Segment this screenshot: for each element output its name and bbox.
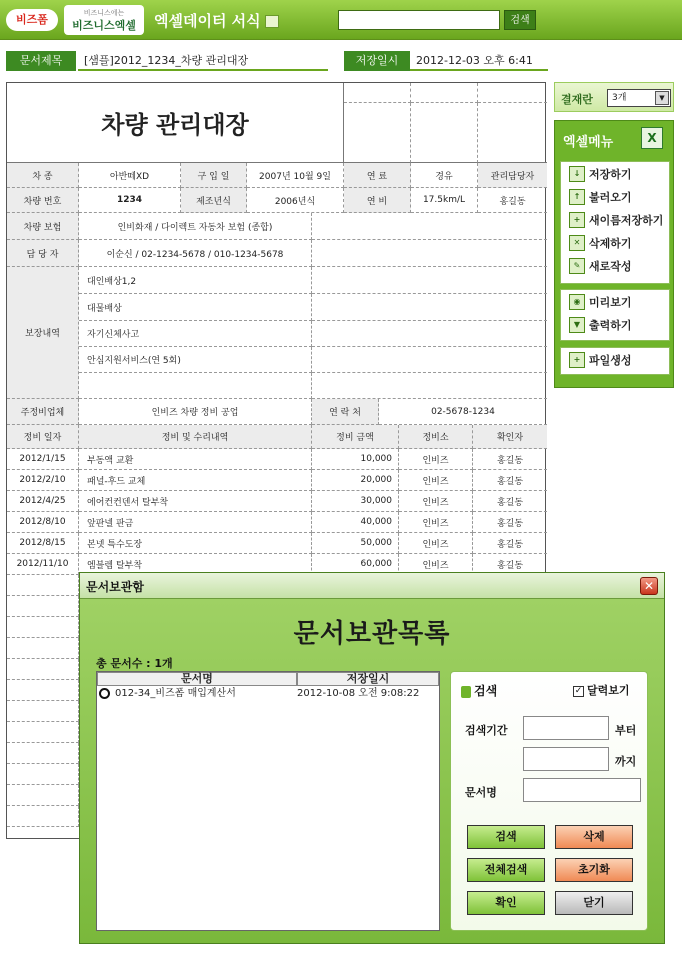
repair-shop: 인비즈 xyxy=(399,470,473,491)
ok-button[interactable]: 확인 xyxy=(467,891,545,915)
row-radio[interactable] xyxy=(99,688,110,699)
menu-delete[interactable] xyxy=(569,235,632,253)
year-label: 제조년식 xyxy=(181,188,247,213)
search-input[interactable] xyxy=(338,10,500,30)
repair-amount: 60,000 xyxy=(312,554,399,575)
phone-value: 02-5678-1234 xyxy=(379,399,547,425)
repair-desc: 부동액 교환 xyxy=(79,449,312,470)
repair-amount: 10,000 xyxy=(312,449,399,470)
menu-load[interactable] xyxy=(569,189,632,207)
repair-date: 2012/8/10 xyxy=(7,512,79,533)
repair-amount: 50,000 xyxy=(312,533,399,554)
sign-cell xyxy=(344,83,411,103)
bizform-logo[interactable]: 비즈폼 xyxy=(6,9,58,31)
reset-button[interactable]: 초기화 xyxy=(555,858,633,882)
repair-shop: 인비즈 xyxy=(399,533,473,554)
manager-label: 관리담당자 xyxy=(478,163,547,188)
doc-title-label: 문서제목 xyxy=(6,51,76,71)
saved-label: 저장일시 xyxy=(344,51,410,71)
period-to-input[interactable] xyxy=(523,747,609,771)
sign-cell xyxy=(478,83,547,103)
empty-cell xyxy=(7,764,79,785)
delete-button[interactable]: 삭제 xyxy=(555,825,633,849)
coverage-extra xyxy=(312,321,547,347)
purchase-value: 2007년 10월 9일 xyxy=(247,163,344,188)
repair-header: 확인자 xyxy=(473,425,547,449)
contact-extra xyxy=(312,240,547,267)
coverage-label: 보장내역 xyxy=(7,267,79,399)
create-file-icon: + xyxy=(569,352,585,368)
menu-delete-label: 삭제하기 xyxy=(589,237,632,250)
save-icon: ↓ xyxy=(569,166,585,182)
coverage-item: 자기신체사고 xyxy=(79,321,312,347)
repair-header: 정비 및 수리내역 xyxy=(79,425,312,449)
repair-shop-value: 인비즈 차량 정비 공업 xyxy=(79,399,312,425)
repair-desc: 앞판넬 판금 xyxy=(79,512,312,533)
manager-value: 홍길동 xyxy=(478,188,547,213)
bizexcel-logo-tag: 비즈니스에는 xyxy=(83,9,125,17)
efficiency-value: 17.5km/L xyxy=(411,188,478,213)
repair-header: 정비 금액 xyxy=(312,425,399,449)
search-panel-title xyxy=(461,682,497,699)
menu-save[interactable] xyxy=(569,166,632,184)
period-from-input[interactable] xyxy=(523,716,609,740)
menu-print[interactable] xyxy=(569,317,632,335)
repair-shop: 인비즈 xyxy=(399,491,473,512)
document-count: 총 문서수 : 1개 xyxy=(96,657,173,670)
menu-create-file[interactable] xyxy=(569,352,632,370)
approval-label: 결재란 xyxy=(561,93,593,106)
empty-cell xyxy=(7,596,79,617)
menu-group-print xyxy=(560,289,670,341)
column-header-saved[interactable]: 저장일시 xyxy=(297,672,439,686)
calendar-checkbox[interactable] xyxy=(573,682,630,698)
repair-shop: 인비즈 xyxy=(399,512,473,533)
trash-icon: ✕ xyxy=(569,235,585,251)
menu-print-label: 출력하기 xyxy=(589,319,632,332)
repair-amount: 30,000 xyxy=(312,491,399,512)
menu-save-as[interactable] xyxy=(569,212,663,230)
purchase-label: 구 입 일 xyxy=(181,163,247,188)
repair-desc: 에어컨컨덴서 탈부착 xyxy=(79,491,312,512)
preview-icon: ◉ xyxy=(569,294,585,310)
menu-group-export xyxy=(560,347,670,375)
close-button[interactable]: 닫기 xyxy=(555,891,633,915)
menu-new-label: 새로작성 xyxy=(589,260,632,273)
print-icon: ▼ xyxy=(569,317,585,333)
repair-checker: 홍길동 xyxy=(473,512,547,533)
kind-label: 차 종 xyxy=(7,163,79,188)
empty-cell xyxy=(7,680,79,701)
repair-checker: 홍길동 xyxy=(473,449,547,470)
open-icon: ↑ xyxy=(569,189,585,205)
close-icon[interactable]: ✕ xyxy=(640,577,658,595)
menu-load-label: 불러오기 xyxy=(589,191,632,204)
repair-amount: 40,000 xyxy=(312,512,399,533)
dialog-titlebar xyxy=(80,573,664,599)
docname-input[interactable] xyxy=(523,778,641,802)
empty-cell xyxy=(7,785,79,806)
excel-icon: X xyxy=(641,127,663,149)
dialog-heading: 문서보관목록 xyxy=(293,619,451,649)
dialog-title: 문서보관함 xyxy=(86,580,144,594)
repair-desc: 패널-후드 교체 xyxy=(79,470,312,491)
sign-cell xyxy=(478,103,547,163)
car-no-label: 차량 번호 xyxy=(7,188,79,213)
coverage-extra xyxy=(312,373,547,399)
repair-header: 정비소 xyxy=(399,425,473,449)
menu-new[interactable] xyxy=(569,258,632,276)
fuel-value: 경유 xyxy=(411,163,478,188)
repair-checker: 홍길동 xyxy=(473,470,547,491)
top-bar xyxy=(0,0,682,40)
empty-cell xyxy=(7,743,79,764)
repair-checker: 홍길동 xyxy=(473,491,547,512)
empty-cell xyxy=(7,575,79,596)
coverage-extra xyxy=(312,294,547,321)
phone-label: 연 락 처 xyxy=(312,399,379,425)
saved-value: 2012-12-03 오후 6:41 xyxy=(410,51,548,71)
repair-date: 2012/1/15 xyxy=(7,449,79,470)
document-row[interactable] xyxy=(97,687,439,701)
new-document-icon: ✎ xyxy=(569,258,585,274)
document-list[interactable] xyxy=(96,671,440,931)
checkbox-mark[interactable]: ✓ xyxy=(574,685,583,696)
contact-person-label: 담 당 자 xyxy=(7,240,79,267)
excel-menu xyxy=(554,120,674,388)
car-no-value: 1234 xyxy=(79,188,181,213)
sign-cell xyxy=(411,103,478,163)
period-label: 검색기간 xyxy=(465,724,508,737)
coverage-item: 대물배상 xyxy=(79,294,312,321)
repair-desc: 본넷 특수도장 xyxy=(79,533,312,554)
menu-save-as-label: 새이름저장하기 xyxy=(589,214,664,227)
repair-checker: 홍길동 xyxy=(473,554,547,575)
sheet-title: 차량 관리대장 xyxy=(7,83,344,163)
insurance-label: 차량 보험 xyxy=(7,213,79,240)
repair-date: 2012/2/10 xyxy=(7,470,79,491)
menu-create-file-label: 파일생성 xyxy=(589,354,632,367)
calendar-checkbox-label: 달력보기 xyxy=(587,684,630,697)
sign-cell xyxy=(411,83,478,103)
coverage-item xyxy=(79,373,312,399)
repair-checker: 홍길동 xyxy=(473,533,547,554)
empty-cell xyxy=(7,659,79,680)
coverage-extra xyxy=(312,267,547,294)
bizexcel-logo[interactable] xyxy=(64,5,144,35)
approval-selected: 3개 xyxy=(612,93,627,103)
menu-group-file xyxy=(560,161,670,284)
efficiency-label: 연 비 xyxy=(344,188,411,213)
repair-date: 2012/11/10 xyxy=(7,554,79,575)
year-value: 2006년식 xyxy=(247,188,344,213)
repair-date: 2012/4/25 xyxy=(7,491,79,512)
from-label: 부터 xyxy=(615,724,637,737)
fuel-label: 연 료 xyxy=(344,163,411,188)
empty-cell xyxy=(7,722,79,743)
coverage-extra xyxy=(312,347,547,373)
coverage-item: 대인배상1,2 xyxy=(79,267,312,294)
search-panel-title-text: 검색 xyxy=(474,684,498,698)
search-button[interactable]: 검색 xyxy=(504,10,536,30)
bizexcel-logo-text: 비즈니스엑셀 xyxy=(72,19,136,32)
chevron-down-icon[interactable]: ▼ xyxy=(655,91,669,105)
search-all-button[interactable]: 전체검색 xyxy=(467,858,545,882)
menu-save-label: 저장하기 xyxy=(589,168,632,181)
menu-preview[interactable] xyxy=(569,294,632,312)
coverage-item: 안심지원서비스(연 5회) xyxy=(79,347,312,373)
app-title-text: 엑셀데이터 서식 xyxy=(154,12,261,30)
to-label: 까지 xyxy=(615,755,637,768)
save-as-icon: + xyxy=(569,212,585,228)
empty-cell xyxy=(7,806,79,827)
contact-person-value: 이순신 / 02-1234-5678 / 010-1234-5678 xyxy=(79,240,312,267)
empty-cell xyxy=(7,701,79,722)
repair-desc: 엠블렘 탈부착 xyxy=(79,554,312,575)
kind-value: 아반떼XD xyxy=(79,163,181,188)
search-bullet-icon xyxy=(461,686,471,698)
app-title xyxy=(154,10,279,31)
search-button-dialog[interactable]: 검색 xyxy=(467,825,545,849)
approval-select[interactable] xyxy=(607,89,671,107)
excel-menu-title: 엑셀메뉴 xyxy=(563,135,614,150)
empty-cell xyxy=(7,617,79,638)
repair-shop-label: 주정비업체 xyxy=(7,399,79,425)
repair-date: 2012/8/15 xyxy=(7,533,79,554)
row-saved-date: 2012-10-08 오전 9:08:22 xyxy=(297,688,420,699)
repair-shop: 인비즈 xyxy=(399,554,473,575)
approval-box xyxy=(554,82,674,112)
sign-cell xyxy=(344,103,411,163)
row-doc-name: 012-34_비즈폼 매입계산서 xyxy=(115,688,236,699)
insurance-value: 인비화재 / 다이렉트 자동차 보험 (종합) xyxy=(79,213,312,240)
repair-shop: 인비즈 xyxy=(399,449,473,470)
repair-amount: 20,000 xyxy=(312,470,399,491)
excel-badge-icon xyxy=(265,15,279,28)
doc-title-value: [샘플]2012_1234_차량 관리대장 xyxy=(78,51,328,71)
menu-preview-label: 미리보기 xyxy=(589,296,632,309)
column-header-name[interactable]: 문서명 xyxy=(97,672,297,686)
docname-label: 문서명 xyxy=(465,786,497,799)
repair-header: 정비 일자 xyxy=(7,425,79,449)
insurance-extra xyxy=(312,213,547,240)
document-archive-dialog xyxy=(79,572,665,944)
search-panel xyxy=(450,671,648,931)
empty-cell xyxy=(7,638,79,659)
